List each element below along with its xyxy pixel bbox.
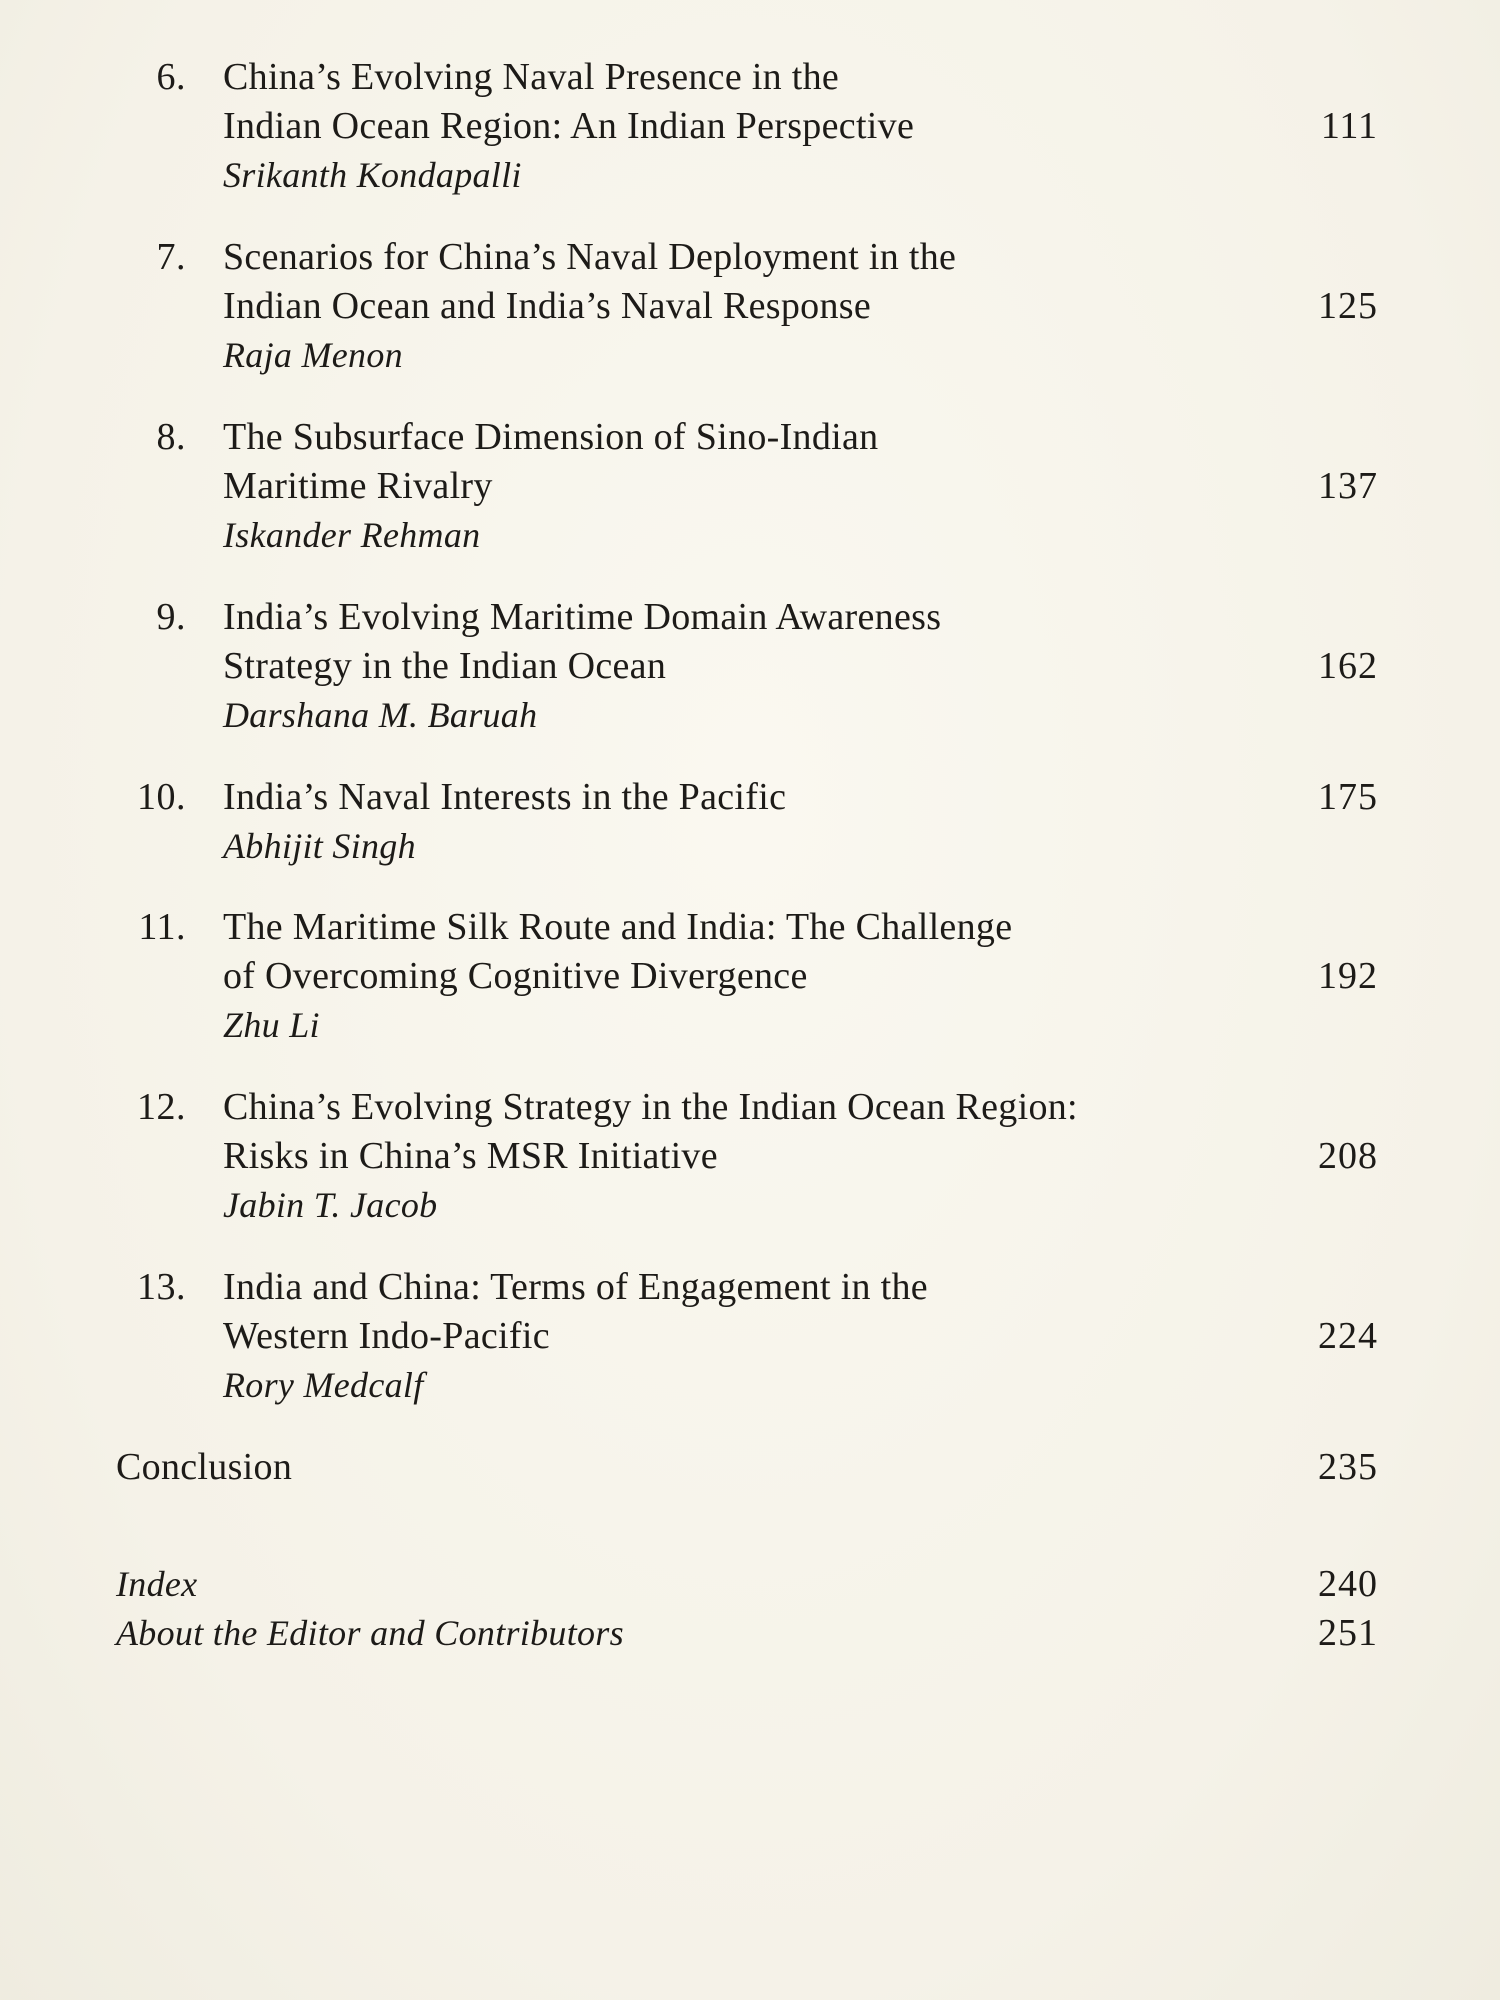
back-matter-label: About the Editor and Contributors xyxy=(116,1613,624,1653)
page-number: 240 xyxy=(1318,1563,1378,1605)
chapter-number: 13. xyxy=(137,1266,186,1308)
chapter-title-line: Western Indo-Pacific xyxy=(223,1315,550,1357)
chapter-number: 10. xyxy=(137,776,186,818)
chapter-number: 9. xyxy=(156,596,186,638)
page-number: 125 xyxy=(1318,285,1378,327)
chapter-title-line: The Maritime Silk Route and India: The Challenge xyxy=(223,906,1013,948)
chapter-author: Jabin T. Jacob xyxy=(223,1185,438,1225)
page-number: 192 xyxy=(1318,955,1378,997)
chapter-author: Rory Medcalf xyxy=(223,1365,424,1405)
chapter-author: Iskander Rehman xyxy=(223,515,481,555)
page-number: 251 xyxy=(1318,1612,1378,1654)
page-number: 162 xyxy=(1318,645,1378,687)
chapter-number: 12. xyxy=(137,1086,186,1128)
chapter-title-line: Indian Ocean Region: An Indian Perspective xyxy=(223,105,915,147)
chapter-title-line: Indian Ocean and India’s Naval Response xyxy=(223,285,871,327)
page-number: 224 xyxy=(1318,1315,1378,1357)
chapter-title-line: India’s Evolving Maritime Domain Awareness xyxy=(223,596,942,638)
page-number: 235 xyxy=(1318,1446,1378,1488)
page-number: 137 xyxy=(1318,465,1378,507)
chapter-title-line: Risks in China’s MSR Initiative xyxy=(223,1135,718,1177)
chapter-title-line: China’s Evolving Strategy in the Indian Ocean Region: xyxy=(223,1086,1078,1128)
back-matter-label: Conclusion xyxy=(116,1446,293,1488)
chapter-title-line: India’s Naval Interests in the Pacific xyxy=(223,776,787,818)
chapter-number: 7. xyxy=(156,236,186,278)
chapter-title-line: The Subsurface Dimension of Sino-Indian xyxy=(223,416,879,458)
page-number: 208 xyxy=(1318,1135,1378,1177)
chapter-title-line: Maritime Rivalry xyxy=(223,465,493,507)
chapter-number: 8. xyxy=(156,416,186,458)
page-number: 111 xyxy=(1320,105,1378,147)
chapter-title-line: Scenarios for China’s Naval Deployment in the xyxy=(223,236,957,278)
chapter-number: 6. xyxy=(156,56,186,98)
page-number: 175 xyxy=(1318,776,1378,818)
chapter-title-line: India and China: Terms of Engagement in the xyxy=(223,1266,928,1308)
chapter-title-line: of Overcoming Cognitive Divergence xyxy=(223,955,808,997)
chapter-title-line: China’s Evolving Naval Presence in the xyxy=(223,56,840,98)
chapter-author: Zhu Li xyxy=(223,1005,320,1045)
chapter-author: Darshana M. Baruah xyxy=(223,695,538,735)
chapter-author: Srikanth Kondapalli xyxy=(223,155,522,195)
chapter-author: Raja Menon xyxy=(223,335,403,375)
chapter-title-line: Strategy in the Indian Ocean xyxy=(223,645,667,687)
chapter-author: Abhijit Singh xyxy=(223,826,416,866)
chapter-number: 11. xyxy=(138,906,186,948)
back-matter-label: Index xyxy=(116,1564,198,1604)
